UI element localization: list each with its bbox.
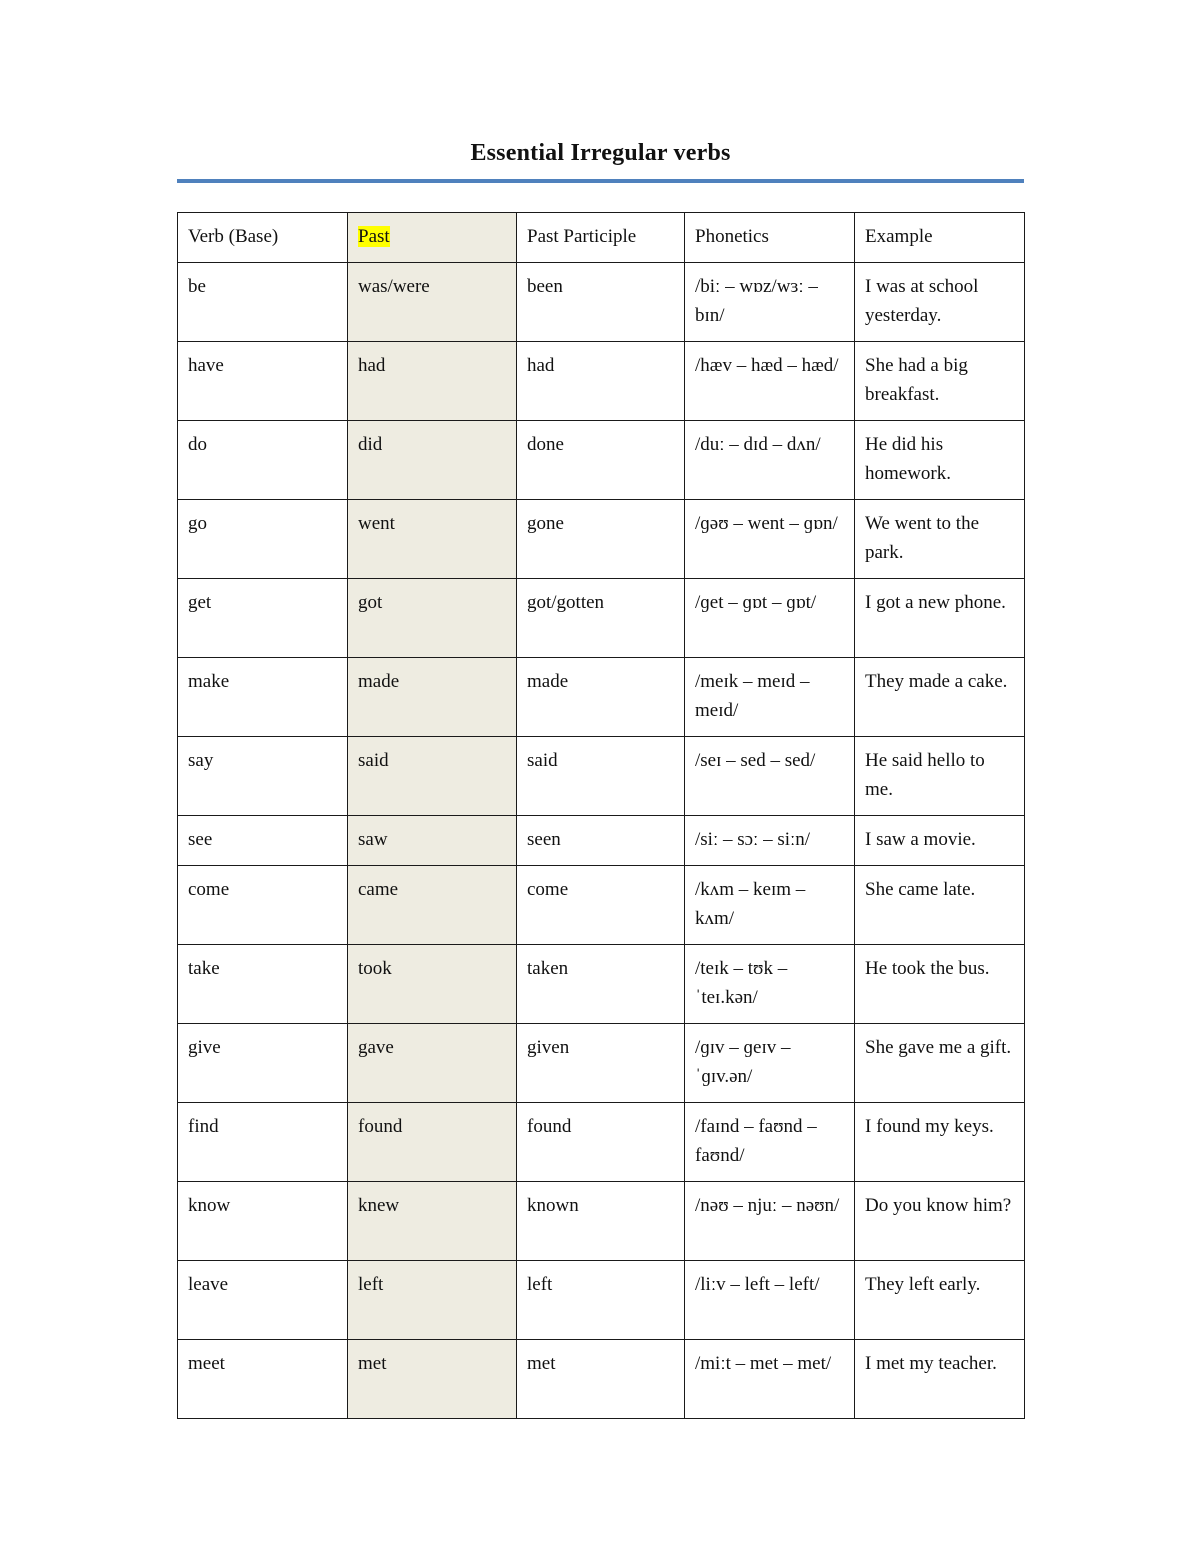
table-row: [178, 500, 1025, 579]
past-participle-cell: found: [517, 1103, 685, 1182]
table-body: [178, 263, 1025, 1419]
verb-base-cell: know: [178, 1182, 348, 1261]
past-cell: made: [348, 658, 517, 737]
phonetics-cell: /siː – sɔː – siːn/: [685, 816, 855, 866]
irregular-verbs-table: [177, 212, 1025, 1419]
past-participle-cell: gone: [517, 500, 685, 579]
header-past-highlight: Past: [358, 226, 390, 247]
verb-base-cell: make: [178, 658, 348, 737]
past-participle-cell: known: [517, 1182, 685, 1261]
verb-base-cell: find: [178, 1103, 348, 1182]
verb-base-cell: see: [178, 816, 348, 866]
table-row: [178, 1024, 1025, 1103]
past-participle-cell: left: [517, 1261, 685, 1340]
example-cell: He said hello to me.: [855, 737, 1025, 816]
phonetics-cell: /kʌm – keɪm – kʌm/: [685, 866, 855, 945]
verb-base-cell: give: [178, 1024, 348, 1103]
past-participle-cell: taken: [517, 945, 685, 1024]
past-cell: took: [348, 945, 517, 1024]
table-row: [178, 816, 1025, 866]
phonetics-cell: /biː – wɒz/wɜː – bɪn/: [685, 263, 855, 342]
past-cell: had: [348, 342, 517, 421]
phonetics-cell: /teɪk – tʊk – ˈteɪ.kən/: [685, 945, 855, 1024]
past-cell: knew: [348, 1182, 517, 1261]
verb-base-cell: leave: [178, 1261, 348, 1340]
phonetics-cell: /miːt – met – met/: [685, 1340, 855, 1419]
past-cell: gave: [348, 1024, 517, 1103]
example-cell: She came late.: [855, 866, 1025, 945]
header-past-participle: Past Participle: [517, 213, 685, 263]
example-cell: They made a cake.: [855, 658, 1025, 737]
past-participle-cell: said: [517, 737, 685, 816]
past-participle-cell: come: [517, 866, 685, 945]
table-header-row: [178, 213, 1025, 263]
example-cell: He took the bus.: [855, 945, 1025, 1024]
example-cell: They left early.: [855, 1261, 1025, 1340]
past-cell: met: [348, 1340, 517, 1419]
table-row: [178, 866, 1025, 945]
example-cell: I was at school yesterday.: [855, 263, 1025, 342]
table-row: [178, 1261, 1025, 1340]
past-participle-cell: seen: [517, 816, 685, 866]
past-cell: got: [348, 579, 517, 658]
phonetics-cell: /liːv – left – left/: [685, 1261, 855, 1340]
past-participle-cell: had: [517, 342, 685, 421]
past-cell: did: [348, 421, 517, 500]
verb-base-cell: meet: [178, 1340, 348, 1419]
example-cell: She gave me a gift.: [855, 1024, 1025, 1103]
past-cell: left: [348, 1261, 517, 1340]
header-phonetics: Phonetics: [685, 213, 855, 263]
past-cell: was/were: [348, 263, 517, 342]
table-row: [178, 1340, 1025, 1419]
verb-base-cell: be: [178, 263, 348, 342]
past-cell: found: [348, 1103, 517, 1182]
verb-base-cell: take: [178, 945, 348, 1024]
page-title: Essential Irregular verbs: [470, 140, 731, 166]
table-row: [178, 342, 1025, 421]
example-cell: He did his homework.: [855, 421, 1025, 500]
phonetics-cell: /ɡəʊ – went – ɡɒn/: [685, 500, 855, 579]
past-participle-cell: been: [517, 263, 685, 342]
verb-base-cell: have: [178, 342, 348, 421]
phonetics-cell: /nəʊ – njuː – nəʊn/: [685, 1182, 855, 1261]
header-example: Example: [855, 213, 1025, 263]
table-row: [178, 1182, 1025, 1261]
phonetics-cell: /ɡɪv – ɡeɪv – ˈɡɪv.ən/: [685, 1024, 855, 1103]
past-cell: came: [348, 866, 517, 945]
phonetics-cell: /hæv – hæd – hæd/: [685, 342, 855, 421]
table-row: [178, 421, 1025, 500]
past-participle-cell: met: [517, 1340, 685, 1419]
phonetics-cell: /faɪnd – faʊnd – faʊnd/: [685, 1103, 855, 1182]
past-cell: went: [348, 500, 517, 579]
past-participle-cell: given: [517, 1024, 685, 1103]
example-cell: She had a big breakfast.: [855, 342, 1025, 421]
title-underline-rule: [177, 179, 1024, 183]
past-cell: saw: [348, 816, 517, 866]
verb-base-cell: get: [178, 579, 348, 658]
example-cell: We went to the park.: [855, 500, 1025, 579]
verb-base-cell: say: [178, 737, 348, 816]
table-row: [178, 737, 1025, 816]
past-participle-cell: done: [517, 421, 685, 500]
example-cell: Do you know him?: [855, 1182, 1025, 1261]
verb-base-cell: do: [178, 421, 348, 500]
table-row: [178, 658, 1025, 737]
verb-base-cell: go: [178, 500, 348, 579]
example-cell: I got a new phone.: [855, 579, 1025, 658]
past-participle-cell: got/gotten: [517, 579, 685, 658]
phonetics-cell: /ɡet – ɡɒt – ɡɒt/: [685, 579, 855, 658]
table-row: [178, 263, 1025, 342]
table-row: [178, 579, 1025, 658]
verb-base-cell: come: [178, 866, 348, 945]
phonetics-cell: /duː – dɪd – dʌn/: [685, 421, 855, 500]
example-cell: I found my keys.: [855, 1103, 1025, 1182]
past-participle-cell: made: [517, 658, 685, 737]
table-row: [178, 945, 1025, 1024]
phonetics-cell: /seɪ – sed – sed/: [685, 737, 855, 816]
header-past: [348, 213, 517, 263]
example-cell: I met my teacher.: [855, 1340, 1025, 1419]
header-verb-base: Verb (Base): [178, 213, 348, 263]
table-row: [178, 1103, 1025, 1182]
phonetics-cell: /meɪk – meɪd – meɪd/: [685, 658, 855, 737]
example-cell: I saw a movie.: [855, 816, 1025, 866]
past-cell: said: [348, 737, 517, 816]
